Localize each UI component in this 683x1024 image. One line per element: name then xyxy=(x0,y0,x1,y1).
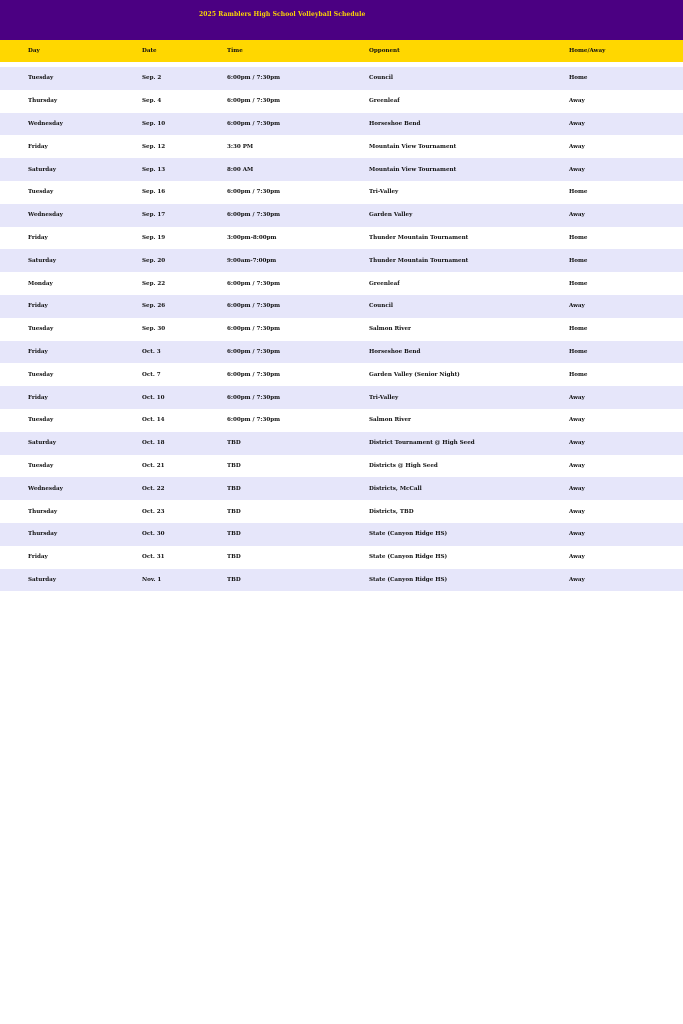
cell-time: 9:00am-7:00pm xyxy=(227,257,277,264)
cell-time: TBD xyxy=(227,554,241,561)
cell-date: Sep. 10 xyxy=(142,120,166,127)
cell-home-away: Away xyxy=(569,440,585,447)
cell-date: Sep. 30 xyxy=(142,326,166,333)
cell-opponent: Districts, TBD xyxy=(369,508,414,515)
cell-home-away: Away xyxy=(569,485,585,492)
cell-home-away: Away xyxy=(569,576,585,583)
cell-time: 6:00pm / 7:30pm xyxy=(227,417,281,424)
cell-opponent: Tri-Valley xyxy=(369,394,399,401)
cell-day: Friday xyxy=(28,303,48,310)
cell-day: Tuesday xyxy=(28,417,54,424)
cell-date: Oct. 31 xyxy=(142,554,165,561)
table-row xyxy=(0,90,683,113)
table-row xyxy=(0,295,683,318)
cell-date: Oct. 30 xyxy=(142,531,165,538)
cell-home-away: Away xyxy=(569,212,585,219)
table-row xyxy=(0,523,683,546)
cell-day: Saturday xyxy=(28,576,57,583)
cell-date: Sep. 12 xyxy=(142,143,166,150)
cell-date: Sep. 26 xyxy=(142,303,166,310)
cell-day: Friday xyxy=(28,143,48,150)
cell-time: 3:00pm-8:00pm xyxy=(227,234,277,241)
cell-time: 6:00pm / 7:30pm xyxy=(227,120,281,127)
cell-time: 6:00pm / 7:30pm xyxy=(227,189,281,196)
cell-day: Friday xyxy=(28,234,48,241)
cell-date: Sep. 4 xyxy=(142,98,162,105)
cell-opponent: Thunder Mountain Tournament xyxy=(369,234,469,241)
cell-home-away: Away xyxy=(569,143,585,150)
cell-date: Sep. 20 xyxy=(142,257,166,264)
table-row xyxy=(0,569,683,592)
cell-time: 6:00pm / 7:30pm xyxy=(227,348,281,355)
cell-opponent: Greenleaf xyxy=(369,280,400,287)
column-header-time: Time xyxy=(227,48,243,54)
cell-date: Sep. 22 xyxy=(142,280,166,287)
cell-home-away: Away xyxy=(569,554,585,561)
cell-date: Oct. 21 xyxy=(142,462,165,469)
cell-day: Tuesday xyxy=(28,75,54,82)
cell-date: Sep. 17 xyxy=(142,212,166,219)
cell-date: Oct. 14 xyxy=(142,417,165,424)
cell-home-away: Home xyxy=(569,234,588,241)
cell-opponent: Tri-Valley xyxy=(369,189,399,196)
cell-opponent: Council xyxy=(369,75,393,82)
table-row xyxy=(0,546,683,569)
cell-time: TBD xyxy=(227,576,241,583)
table-row xyxy=(0,135,683,158)
cell-time: 6:00pm / 7:30pm xyxy=(227,98,281,105)
cell-home-away: Home xyxy=(569,189,588,196)
cell-date: Oct. 23 xyxy=(142,508,165,515)
cell-opponent: Council xyxy=(369,303,393,310)
cell-home-away: Home xyxy=(569,280,588,287)
cell-home-away: Away xyxy=(569,508,585,515)
cell-time: TBD xyxy=(227,462,241,469)
cell-time: 6:00pm / 7:30pm xyxy=(227,371,281,378)
table-row xyxy=(0,341,683,364)
column-header-opponent: Opponent xyxy=(369,48,400,54)
cell-time: TBD xyxy=(227,440,241,447)
table-row xyxy=(0,477,683,500)
cell-home-away: Away xyxy=(569,462,585,469)
cell-day: Tuesday xyxy=(28,326,54,333)
column-header-day: Day xyxy=(28,48,40,54)
cell-time: 6:00pm / 7:30pm xyxy=(227,303,281,310)
cell-opponent: Garden Valley (Senior Night) xyxy=(369,371,460,378)
schedule-table xyxy=(0,40,683,591)
column-header-date: Date xyxy=(142,48,157,54)
cell-time: 6:00pm / 7:30pm xyxy=(227,280,281,287)
table-row xyxy=(0,67,683,90)
cell-date: Oct. 7 xyxy=(142,371,161,378)
cell-opponent: State (Canyon Ridge HS) xyxy=(369,576,448,583)
cell-day: Friday xyxy=(28,394,48,401)
table-row xyxy=(0,432,683,455)
table-row xyxy=(0,158,683,181)
table-row xyxy=(0,181,683,204)
cell-home-away: Away xyxy=(569,394,585,401)
cell-home-away: Away xyxy=(569,303,585,310)
cell-opponent: Salmon River xyxy=(369,326,411,333)
table-row xyxy=(0,113,683,136)
cell-home-away: Away xyxy=(569,417,585,424)
cell-opponent: State (Canyon Ridge HS) xyxy=(369,554,448,561)
cell-date: Oct. 22 xyxy=(142,485,165,492)
cell-day: Tuesday xyxy=(28,462,54,469)
cell-date: Nov. 1 xyxy=(142,576,162,583)
cell-time: 3:30 PM xyxy=(227,143,254,150)
table-row xyxy=(0,386,683,409)
cell-opponent: Districts, McCall xyxy=(369,485,422,492)
table-row xyxy=(0,249,683,272)
cell-home-away: Away xyxy=(569,531,585,538)
cell-opponent: Salmon River xyxy=(369,417,411,424)
cell-day: Saturday xyxy=(28,257,57,264)
cell-day: Saturday xyxy=(28,440,57,447)
cell-opponent: Garden Valley xyxy=(369,212,413,219)
cell-date: Oct. 18 xyxy=(142,440,165,447)
cell-home-away: Away xyxy=(569,120,585,127)
cell-date: Oct. 10 xyxy=(142,394,165,401)
cell-home-away: Home xyxy=(569,371,588,378)
cell-day: Thursday xyxy=(28,98,58,105)
cell-home-away: Home xyxy=(569,348,588,355)
table-row xyxy=(0,500,683,523)
table-row xyxy=(0,455,683,478)
table-row xyxy=(0,363,683,386)
table-row xyxy=(0,227,683,250)
cell-time: 8:00 AM xyxy=(227,166,254,173)
cell-time: 6:00pm / 7:30pm xyxy=(227,394,281,401)
cell-home-away: Home xyxy=(569,326,588,333)
page-title: 2025 Ramblers High School Volleyball Schedule xyxy=(199,11,366,18)
cell-time: 6:00pm / 7:30pm xyxy=(227,75,281,82)
cell-day: Thursday xyxy=(28,508,58,515)
cell-time: TBD xyxy=(227,531,241,538)
cell-day: Friday xyxy=(28,554,48,561)
cell-day: Monday xyxy=(28,280,53,287)
cell-day: Tuesday xyxy=(28,189,54,196)
table-row xyxy=(0,318,683,341)
cell-opponent: Mountain View Tournament xyxy=(369,166,457,173)
cell-date: Sep. 13 xyxy=(142,166,166,173)
cell-opponent: State (Canyon Ridge HS) xyxy=(369,531,448,538)
cell-opponent: Thunder Mountain Tournament xyxy=(369,257,469,264)
table-header-row xyxy=(0,40,683,62)
cell-day: Wednesday xyxy=(28,120,63,127)
cell-opponent: Districts @ High Seed xyxy=(369,462,438,469)
cell-day: Wednesday xyxy=(28,485,63,492)
cell-home-away: Home xyxy=(569,257,588,264)
cell-home-away: Home xyxy=(569,75,588,82)
table-body xyxy=(0,67,683,591)
cell-date: Sep. 16 xyxy=(142,189,166,196)
cell-date: Oct. 3 xyxy=(142,348,161,355)
cell-home-away: Away xyxy=(569,166,585,173)
cell-day: Thursday xyxy=(28,531,58,538)
cell-time: 6:00pm / 7:30pm xyxy=(227,212,281,219)
table-row xyxy=(0,204,683,227)
cell-opponent: Mountain View Tournament xyxy=(369,143,457,150)
cell-day: Wednesday xyxy=(28,212,63,219)
cell-home-away: Away xyxy=(569,98,585,105)
cell-time: 6:00pm / 7:30pm xyxy=(227,326,281,333)
column-header-home-away: Home/Away xyxy=(569,48,606,54)
table-row xyxy=(0,272,683,295)
cell-opponent: Greenleaf xyxy=(369,98,400,105)
cell-day: Friday xyxy=(28,348,48,355)
cell-time: TBD xyxy=(227,485,241,492)
page-header xyxy=(0,0,683,40)
cell-opponent: Horseshoe Bend xyxy=(369,348,421,355)
cell-date: Sep. 2 xyxy=(142,75,162,82)
cell-day: Saturday xyxy=(28,166,57,173)
cell-opponent: District Tournament @ High Seed xyxy=(369,440,475,447)
cell-date: Sep. 19 xyxy=(142,234,166,241)
cell-opponent: Horseshoe Bend xyxy=(369,120,421,127)
cell-time: TBD xyxy=(227,508,241,515)
table-row xyxy=(0,409,683,432)
cell-day: Tuesday xyxy=(28,371,54,378)
